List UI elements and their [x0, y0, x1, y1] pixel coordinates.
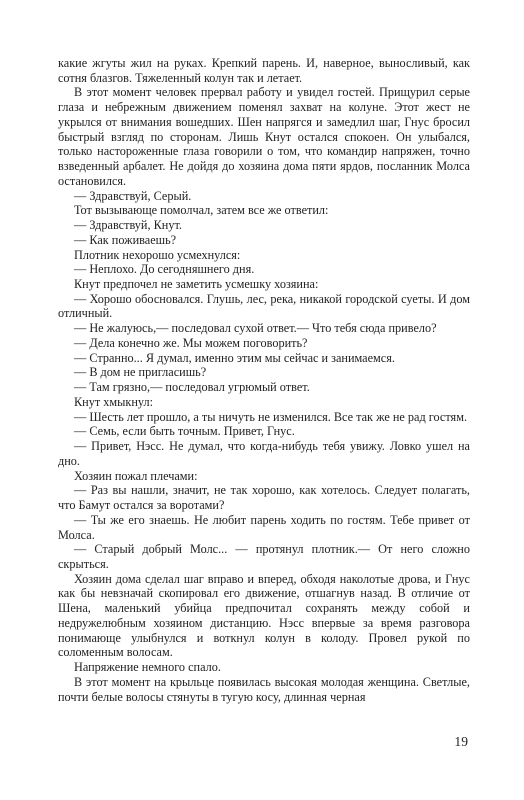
paragraph: В этот момент человек прервал работу и увидел гостей. Прищурил серые глаза и небрежным движением поменял захват на колуне. Этот жест не укрылся от внимания вошедших. Шен напрягся и замедлил шаг, Гнус бросил быстрый взгляд по сторонам. Лишь Кнут остался спокоен. Он улыбался, только настороженные глаза говорили о том, что командир напряжен, точно взведенный арбалет. Не дойдя до хозяина дома пяти ярдов, посланник Молса остановился. [58, 85, 470, 188]
paragraph: — Семь, если быть точным. Привет, Гнус. [74, 424, 295, 439]
paragraph: В этот момент на крыльце появилась высокая молодая женщина. Светлые, почти белые волосы стянуты в тугую косу, длинная черная [58, 674, 470, 704]
paragraph: — Неплохо. До сегодняшнего дня. [74, 262, 255, 277]
paragraph: — Там грязно,— последовал угрюмый ответ. [74, 380, 310, 395]
paragraph: — Как поживаешь? [74, 232, 177, 247]
paragraph: — Ты же его знаешь. Не любит парень ходить по гостям. Тебе привет от Молса. [58, 512, 470, 542]
paragraph: — Странно... Я думал, именно этим мы сейчас и занимаемся. [74, 350, 395, 365]
paragraph: — В дом не пригласишь? [74, 365, 207, 380]
paragraph: — Шесть лет прошло, а ты ничуть не изменился. Все так же не рад гостям. [74, 409, 468, 424]
page-text [58, 56, 470, 704]
paragraph: — Раз вы нашли, значит, не так хорошо, как хотелось. Следует полагать, что Бамут остался за воротами? [58, 483, 470, 513]
paragraph: — Не жалуюсь,— последовал сухой ответ.— Что тебя сюда привело? [74, 321, 437, 336]
paragraph: — Хорошо обосновался. Глушь, лес, река, никакой городской суеты. И дом отличный. [58, 291, 470, 321]
paragraph: — Привет, Нэсс. Не думал, что когда-нибудь тебя увижу. Ловко ушел на дно. [58, 439, 470, 468]
paragraph: Кнут хмыкнул: [74, 394, 153, 409]
paragraph: Кнут предпочел не заметить усмешку хозяина: [74, 277, 319, 292]
paragraph: Хозяин пожал плечами: [74, 468, 198, 483]
paragraph: Хозяин дома сделал шаг вправо и вперед, обходя наколотые дрова, и Гнус как бы невзначай скопировал его движение, отшагнув назад. В отличие от Шена, маленький убийца предпочитал сохранять между собой и недружелюбным хозяином дистанцию. Нэсс впервые за время разговора понимающе улыбнулся и воткнул колун в колоду. Провел рукой по соломенным волосам. [58, 571, 470, 660]
paragraph: Тот вызывающе помолчал, затем все же ответил: [74, 203, 329, 218]
paragraph: какие жгуты жил на руках. Крепкий парень. И, наверное, выносливый, как сотня блазгов. Тяжеленный колун так и летает. [58, 56, 470, 85]
paragraph: — Старый добрый Молс... — протянул плотник.— От него сложно скрыться. [58, 542, 470, 571]
page-number: 19 [454, 734, 468, 749]
paragraph: Напряжение немного спало. [74, 660, 221, 675]
paragraph: — Дела конечно же. Мы можем поговорить? [74, 335, 308, 350]
paragraph: Плотник нехорошо усмехнулся: [74, 247, 241, 262]
paragraph: — Здравствуй, Серый. [74, 188, 192, 203]
paragraph: — Здравствуй, Кнут. [74, 218, 182, 233]
